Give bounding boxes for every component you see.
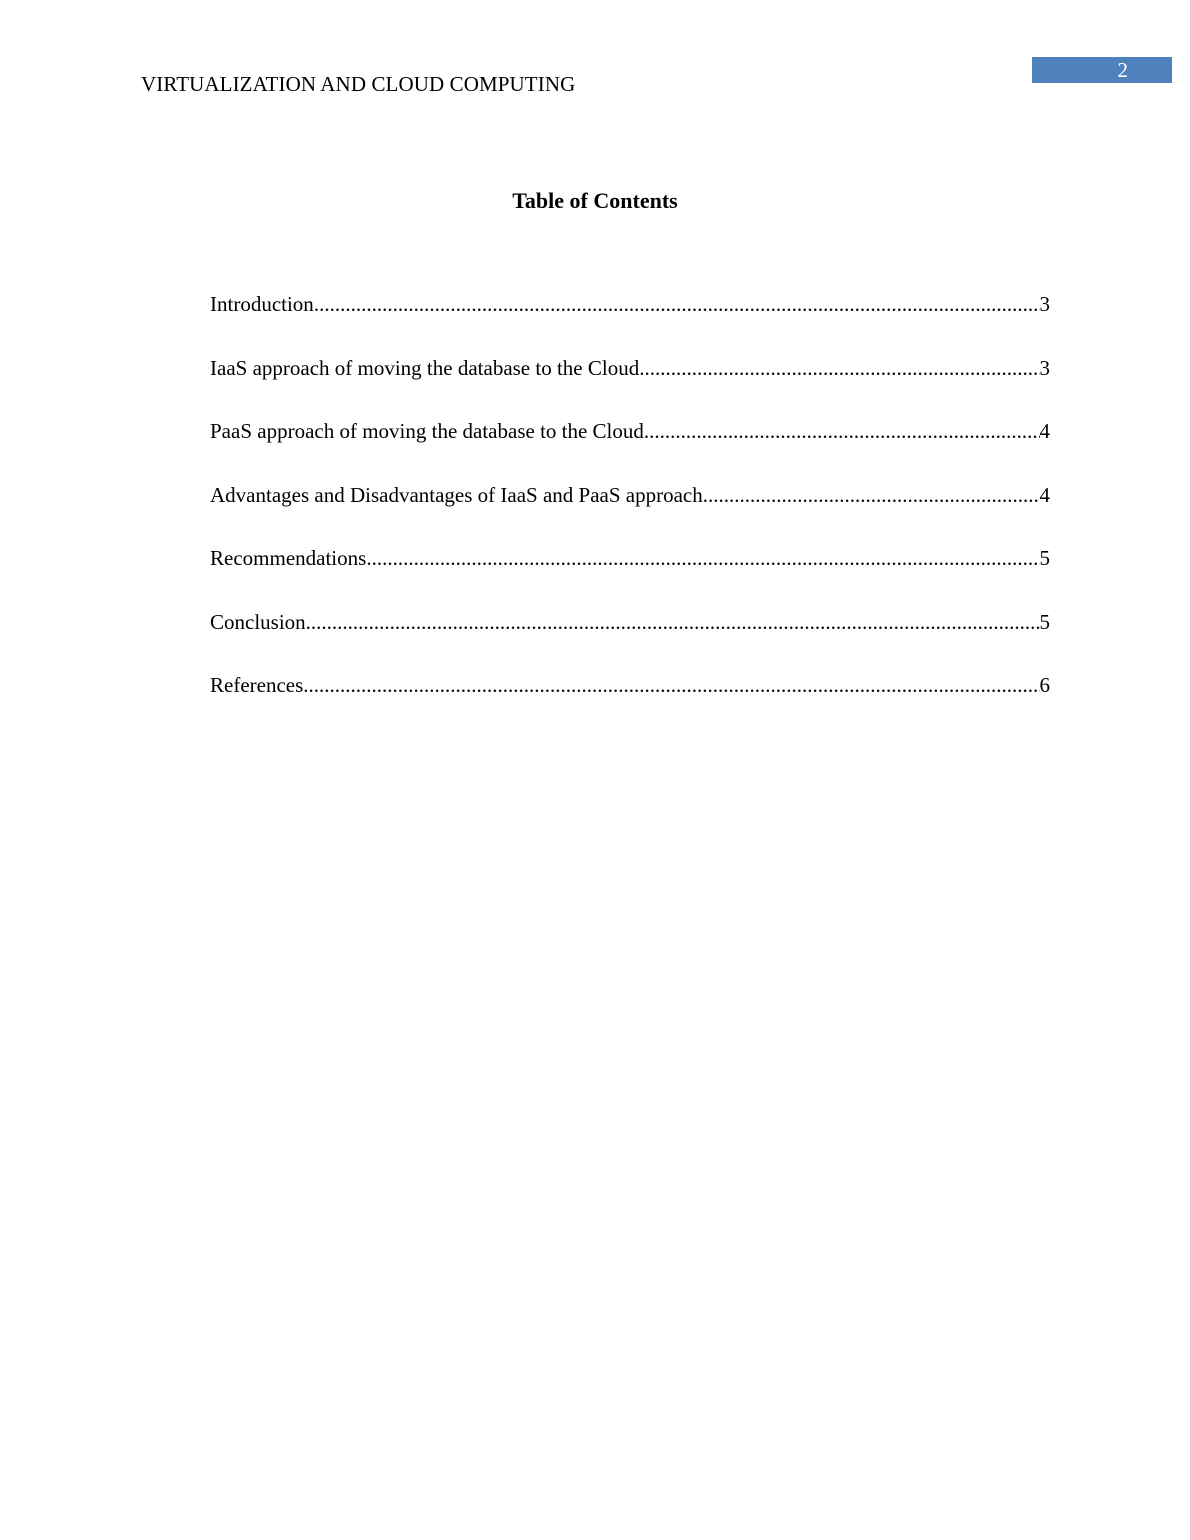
toc-list	[210, 288, 1050, 733]
running-head: VIRTUALIZATION AND CLOUD COMPUTING	[141, 72, 576, 96]
toc-dot-leader	[314, 288, 1040, 320]
toc-entry-introduction[interactable]	[210, 288, 1050, 352]
toc-entry-label: PaaS approach of moving the database to the Cloud	[210, 419, 644, 443]
toc-entry-paas-approach[interactable]	[210, 415, 1050, 479]
toc-entry-page: 6	[1039, 673, 1050, 697]
toc-entry-label: References	[210, 673, 304, 697]
toc-entry-recommendations[interactable]	[210, 542, 1050, 606]
page-number: 2	[1117, 58, 1128, 82]
toc-title: Table of Contents	[512, 188, 678, 213]
toc-dot-leader	[303, 669, 1039, 701]
toc-entry-label: Recommendations	[210, 546, 367, 570]
toc-entry-page: 4	[1039, 482, 1050, 507]
toc-entry-conclusion[interactable]	[210, 606, 1050, 670]
toc-entry-iaas-approach[interactable]	[210, 352, 1050, 416]
toc-entry-page: 3	[1039, 355, 1050, 380]
toc-dot-leader	[366, 542, 1039, 574]
toc-entry-references[interactable]	[210, 669, 1050, 733]
toc-dot-leader	[639, 352, 1039, 384]
toc-entry-label: IaaS approach of moving the database to the Cloud	[210, 355, 640, 380]
toc-entry-label: Advantages and Disadvantages of IaaS and PaaS approach	[210, 482, 703, 507]
toc-dot-leader	[644, 415, 1040, 447]
toc-dot-leader	[703, 479, 1040, 511]
toc-entry-advantages-disadvantages[interactable]	[210, 479, 1050, 543]
toc-entry-label: Conclusion	[210, 609, 306, 634]
toc-entry-label: Introduction	[210, 292, 314, 316]
page-number-box	[1032, 57, 1172, 83]
toc-entry-page: 5	[1039, 609, 1050, 634]
toc-entry-page: 4	[1039, 419, 1050, 443]
toc-entry-page: 3	[1039, 292, 1050, 316]
toc-dot-leader	[306, 606, 1040, 638]
toc-entry-page: 5	[1039, 546, 1050, 570]
